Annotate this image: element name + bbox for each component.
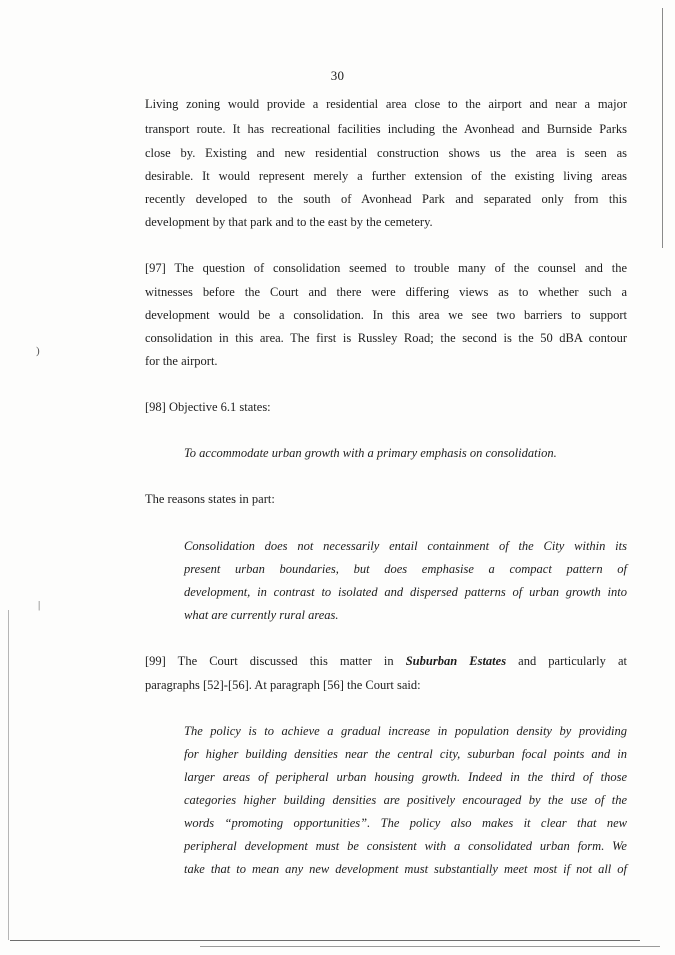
court-quote-line: words “promoting opportunities”. The policy also makes it clear that new <box>184 816 627 830</box>
paragraph-97-line: witnesses before the Court and there were differing views as to whether such a <box>145 285 627 299</box>
scan-edge-left <box>8 610 9 940</box>
paragraph-97-line: development would be a consolidation. In this area we see two barriers to support <box>145 308 627 322</box>
reasons-quote-line: Consolidation does not necessarily entail containment of the City within its <box>184 539 627 553</box>
body-line: development by that park and to the east by the cemetery. <box>145 215 433 229</box>
body-line: Living zoning would provide a residential area close to the airport and near a major <box>145 97 627 111</box>
objective-quote: To accommodate urban growth with a primary emphasis on consolidation. <box>184 446 557 460</box>
paragraph-97-line: [97] The question of consolidation seemed to trouble many of the counsel and the <box>145 261 627 275</box>
paragraph-99-line: paragraphs [52]-[56]. At paragraph [56] the Court said: <box>145 678 421 692</box>
scan-edge-right <box>662 8 663 248</box>
case-name: Suburban Estates <box>405 654 507 668</box>
court-quote-line: categories higher building densities are positively encouraged by the use of the <box>184 793 627 807</box>
reasons-quote-line: development, in contrast to isolated and dispersed patterns of urban growth into <box>184 585 627 599</box>
paragraph-97-line: consolidation in this area. The first is Russley Road; the second is the 50 dBA contour <box>145 331 627 345</box>
reasons-intro: The reasons states in part: <box>145 492 275 506</box>
paragraph-97-line: for the airport. <box>145 354 218 368</box>
reasons-quote-line: present urban boundaries, but does emphasise a compact pattern of <box>184 562 627 576</box>
scan-mark: ) <box>36 345 40 357</box>
body-line: recently developed to the south of Avonhead Park and separated only from this <box>145 192 627 206</box>
court-quote-line: larger areas of peripheral urban housing growth. Indeed in the third of those <box>184 770 627 784</box>
body-line: close by. Existing and new residential construction shows us the area is seen as <box>145 146 627 160</box>
body-line: transport route. It has recreational facilities including the Avonhead and Burnside Parks <box>145 122 627 136</box>
scan-mark: | <box>38 599 41 611</box>
reasons-quote-line: what are currently rural areas. <box>184 608 339 622</box>
paragraph-99-text-a: [99] The Court discussed this matter in <box>145 654 406 668</box>
court-quote-line: The policy is to achieve a gradual increase in population density by providing <box>184 724 627 738</box>
scan-edge-bottom <box>10 940 640 941</box>
paragraph-99-text-b: and particularly at <box>506 654 627 668</box>
court-quote-line: peripheral development must be consistent with a consolidated urban form. We <box>184 839 627 853</box>
body-line: desirable. It would represent merely a further extension of the existing living areas <box>145 169 627 183</box>
paragraph-98-line: [98] Objective 6.1 states: <box>145 400 271 414</box>
court-quote-line: for higher building densities near the central city, suburban focal points and in <box>184 747 627 761</box>
page-number: 30 <box>330 68 345 83</box>
court-quote-line: take that to mean any new development must substantially meet most if not all of <box>184 862 627 876</box>
paragraph-99-line <box>145 653 627 669</box>
scan-edge-bottom-secondary <box>200 946 660 947</box>
